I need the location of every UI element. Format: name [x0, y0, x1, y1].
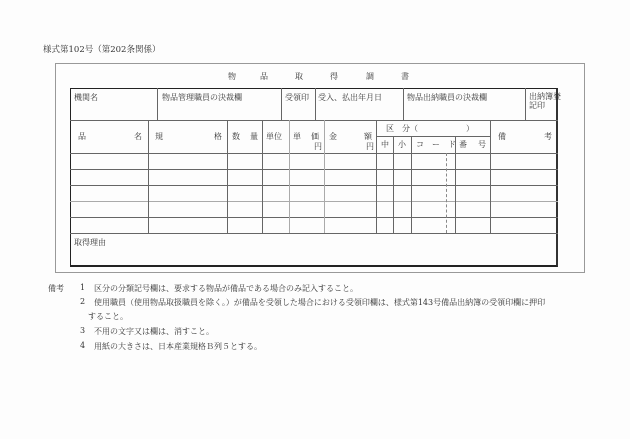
ledger-seal-label: 出納簿登	[529, 92, 561, 101]
form-label: 様式第102号（第202条関係）	[43, 45, 161, 55]
spec-header: 格	[214, 132, 222, 141]
note-text: 区分の分類記号欄は、要求する物品が備品である場合のみ記入すること。	[94, 284, 358, 293]
manager-approval-label: 物品管理職員の決裁欄	[162, 93, 242, 102]
title-char: 書	[401, 72, 409, 81]
unit-price-header: 価	[311, 132, 319, 141]
row-divider	[70, 120, 558, 121]
note-text: 用紙の大きさは、日本産業規格Ｂ列５とする。	[94, 342, 262, 351]
title-char: 調	[366, 72, 374, 81]
col-divider	[281, 88, 282, 120]
remarks-header: 考	[544, 132, 552, 141]
category-number-header: 号	[478, 140, 486, 149]
col-divider	[262, 120, 263, 233]
col-divider	[525, 88, 526, 120]
receipt-seal-label: 受領印	[285, 93, 309, 102]
note-text: 不用の文字又は欄は、消すこと。	[94, 327, 214, 336]
quantity-header: 量	[250, 132, 258, 141]
col-divider	[376, 120, 377, 233]
col-divider	[393, 136, 394, 233]
col-divider	[289, 120, 290, 233]
item-name-header: 名	[134, 132, 142, 141]
col-divider	[157, 88, 158, 120]
col-divider	[227, 120, 228, 233]
col-divider	[403, 88, 404, 120]
title-char: 物	[228, 72, 236, 81]
col-divider	[455, 136, 456, 233]
category-header: 区 分（ ）	[386, 124, 474, 133]
amount-header: 額	[364, 132, 372, 141]
note-number: 4	[80, 341, 86, 350]
quantity-header: 数	[232, 132, 240, 141]
item-name-header: 品	[78, 132, 86, 141]
acquisition-reason-label: 取得理由	[74, 238, 106, 247]
category-small-header: 小	[398, 140, 406, 149]
remarks-header: 備	[498, 132, 506, 141]
title-char: 品	[260, 72, 268, 81]
ledger-seal-label: 記印	[529, 101, 545, 110]
unit-header: 単位	[266, 132, 282, 141]
note-text: 使用職員（使用物品取扱職員を除く。）が備品を受領した場合における受領印欄は、様式第143号備品出納簿の受領印欄に押印	[94, 298, 546, 307]
col-divider	[148, 120, 149, 233]
unit-price-yen: 円	[314, 142, 322, 151]
row-divider	[70, 169, 558, 170]
col-divider	[411, 136, 412, 233]
col-divider	[315, 88, 316, 120]
row-divider	[70, 217, 558, 218]
title-char: 得	[330, 72, 338, 81]
col-divider	[490, 120, 491, 233]
row-divider	[70, 201, 558, 202]
note-number: 3	[80, 326, 86, 335]
note-number: 1	[80, 283, 86, 292]
row-divider	[70, 233, 558, 234]
category-number-header: 番	[459, 140, 467, 149]
amount-header: 金	[329, 132, 337, 141]
notes-label: 備考	[48, 284, 64, 293]
spec-header: 規	[155, 132, 163, 141]
agency-name-label: 機関名	[74, 93, 98, 102]
unit-price-header: 単	[293, 132, 301, 141]
col-divider	[324, 120, 325, 233]
receive-date-label: 受入、払出年月日	[318, 93, 382, 102]
amount-yen: 円	[366, 142, 374, 151]
category-middle-header: 中	[381, 140, 389, 149]
note-number: 2	[80, 297, 86, 306]
acquisition-table	[70, 88, 558, 267]
row-divider	[70, 153, 558, 154]
row-divider	[70, 185, 558, 186]
note-continuation: すること。	[88, 312, 128, 321]
category-code-header: コ ー ド	[416, 140, 456, 149]
officer-approval-label: 物品出納職員の決裁欄	[407, 93, 487, 102]
title-char: 取	[295, 72, 303, 81]
col-divider-dotted	[446, 153, 447, 233]
